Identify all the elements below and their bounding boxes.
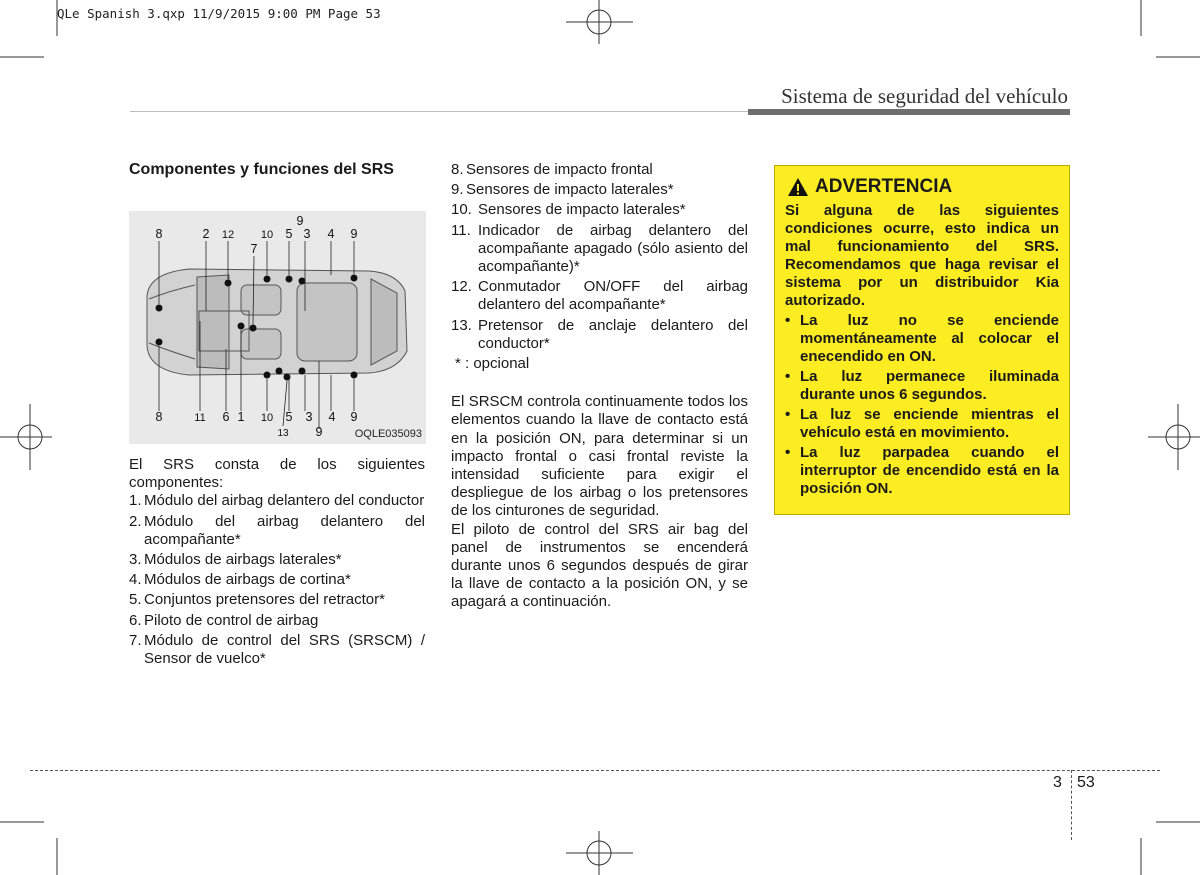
car-illustration: [129, 211, 426, 444]
components-list-continued: [451, 161, 748, 353]
fig-label-bottom: 10: [260, 412, 274, 424]
fig-label-bottom: 8: [155, 410, 163, 424]
print-slug: QLe Spanish 3.qxp 11/9/2015 9:00 PM Page 53: [57, 6, 381, 21]
header-bar: [748, 109, 1070, 115]
column-left: [129, 160, 425, 189]
fig-label-bottom: 13: [277, 428, 289, 439]
component-list-left: [129, 456, 425, 670]
warning-triangle-icon: [787, 177, 809, 197]
fig-label-top: 5: [285, 227, 293, 241]
fig-label-bottom: 6: [222, 410, 230, 424]
indicator-paragraph: El piloto de control del SRS air bag del panel de instrumentos se encenderá durante unos 6 segundos después de girar la llave de contacto a la posición ON, y se apagará a continuación.: [451, 520, 748, 611]
fig-label-bottom: 11: [194, 412, 206, 424]
fig-label-top: 9: [296, 214, 304, 228]
page-number: 53: [1077, 774, 1095, 791]
figure-code: OQLE035093: [354, 428, 422, 440]
fig-label-bottom: 9: [315, 425, 323, 439]
fig-label-top: 9: [350, 227, 358, 241]
warning-item: • La luz se enciende mientras el vehículo está en movimiento.: [785, 406, 1059, 441]
list-item: 7. Módulo de control del SRS (SRSCM) / Sensor de vuelco*: [129, 631, 425, 668]
list-item: 2. Módulo del airbag delantero del acompañante*: [129, 512, 425, 548]
warning-item: • La luz permanece iluminada durante unos 6 segundos.: [785, 368, 1059, 403]
list-item: 12. Conmutador ON/OFF del airbag delantero del acompañante*: [451, 278, 748, 314]
header-rule: [130, 111, 750, 112]
fig-label-top: 10: [260, 229, 274, 241]
warning-item: • La luz parpadea cuando el interruptor de encendido está en la posición ON.: [785, 444, 1059, 497]
intro-text: El SRS consta de los siguientes componentes:: [129, 456, 425, 492]
fig-label-bottom: 9: [350, 410, 358, 424]
warning-header: [787, 176, 1059, 198]
list-item: 4. Módulos de airbags de cortina*: [129, 571, 351, 589]
list-item: 6. Piloto de control de airbag: [129, 611, 319, 629]
fig-label-top: 4: [327, 227, 335, 241]
fig-label-top: 8: [155, 227, 163, 241]
fig-label-top: 3: [303, 227, 311, 241]
optional-note: * : opcional: [455, 355, 530, 373]
srs-diagram: [129, 211, 426, 444]
list-item: 11. Indicador de airbag delantero del acompañante apagado (sólo asiento del acompañante)*: [451, 221, 748, 276]
srscm-paragraph: El SRSCM controla continuamente todos los elementos cuando la llave de contacto está en la posición ON, para determinar si un impacto frontal o casi frontal reviste la intensidad suficiente para exigir el despliegue de los airbag o los pretensores de los cinturones de seguridad.: [451, 393, 748, 520]
warning-body: Si alguna de las siguientes condiciones ocurre, esto indica un mal funcionamiento del SRS. Recomendamos que haga revisar el sistema por un distribuidor Kia autorizado.: [785, 202, 1059, 309]
warning-item: • La luz no se enciende momentáneamente al colocar el enecendido en ON.: [785, 312, 1059, 365]
footer-rule: [30, 770, 1160, 771]
fig-label-bottom: 4: [328, 410, 336, 424]
fig-label-bottom: 3: [305, 410, 313, 424]
fig-label-bottom: 1: [237, 410, 245, 424]
warning-title: ADVERTENCIA: [815, 176, 953, 197]
fig-label-bottom: 5: [285, 410, 293, 424]
chapter-title: Sistema de seguridad del vehículo: [781, 84, 1068, 108]
warning-list: [785, 312, 1059, 498]
section-title: Componentes y funciones del SRS: [129, 161, 394, 178]
column-middle: [451, 161, 748, 612]
footer-divider: [1071, 770, 1072, 840]
list-item: 9. Sensores de impacto laterales*: [451, 181, 674, 199]
warning-box: [774, 165, 1070, 515]
fig-label-top: 7: [250, 242, 258, 256]
list-item: 10. Sensores de impacto laterales*: [451, 201, 686, 219]
list-item: 5. Conjuntos pretensores del retractor*: [129, 591, 385, 609]
components-list: [129, 492, 425, 668]
fig-label-top: 12: [221, 229, 235, 241]
list-item: 13. Pretensor de anclaje delantero del conductor*: [451, 316, 748, 352]
list-item: 1. Módulo del airbag delantero del conductor: [129, 492, 425, 510]
fig-label-top: 2: [202, 227, 210, 241]
list-item: 8. Sensores de impacto frontal: [451, 161, 653, 178]
chapter-number: 3: [1053, 774, 1062, 791]
list-item: 3. Módulos de airbags laterales*: [129, 551, 342, 569]
